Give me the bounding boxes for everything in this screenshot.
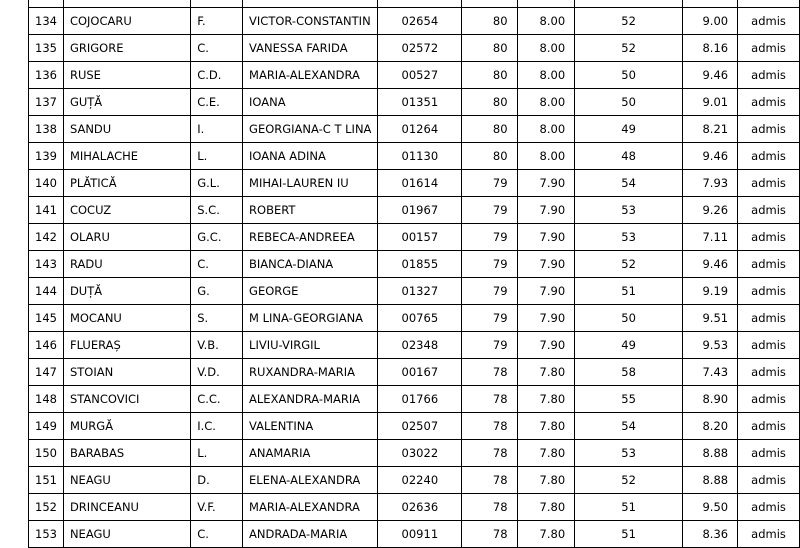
- cell-grade: 7.80: [517, 413, 575, 440]
- cell-first-name: ANAMARIA: [243, 440, 378, 467]
- cell-status: admis: [738, 359, 800, 386]
- cell-grade: 7.90: [517, 332, 575, 359]
- cell-average: 9.19: [683, 278, 738, 305]
- cell-points: 49: [575, 332, 683, 359]
- cell-first-name: GEORGE: [243, 278, 378, 305]
- cell-surname: GUȚĂ: [63, 89, 190, 116]
- cell-row-number: 136: [29, 62, 64, 89]
- cell-initial: C.E.: [191, 89, 243, 116]
- cell-status: admis: [738, 62, 800, 89]
- cell-code: [378, 0, 462, 8]
- cell-first-name: REBECA-ANDREEA: [243, 224, 378, 251]
- cell-row-number: 146: [29, 332, 64, 359]
- cell-first-name: LIVIU-VIRGIL: [243, 332, 378, 359]
- cell-score: 79: [462, 332, 517, 359]
- cell-points: 52: [575, 251, 683, 278]
- cell-first-name: RUXANDRA-MARIA: [243, 359, 378, 386]
- cell-row-number: 138: [29, 116, 64, 143]
- cell-row-number: [29, 0, 64, 8]
- cell-row-number: 150: [29, 440, 64, 467]
- cell-row-number: 137: [29, 89, 64, 116]
- cell-score: 78: [462, 521, 517, 548]
- cell-initial: C.: [191, 35, 243, 62]
- cell-points: 53: [575, 440, 683, 467]
- cell-grade: 7.80: [517, 386, 575, 413]
- cell-row-number: 141: [29, 197, 64, 224]
- cell-initial: V.F.: [191, 494, 243, 521]
- cell-points: 54: [575, 413, 683, 440]
- cell-code: 03022: [378, 440, 462, 467]
- cell-first-name: IOANA: [243, 89, 378, 116]
- cell-initial: C.: [191, 521, 243, 548]
- table-row: [29, 8, 800, 35]
- cell-code: 01614: [378, 170, 462, 197]
- table-row: [29, 494, 800, 521]
- table-row: [29, 62, 800, 89]
- cell-code: 00911: [378, 521, 462, 548]
- cell-surname: DRINCEANU: [63, 494, 190, 521]
- cell-first-name: VANESSA FARIDA: [243, 35, 378, 62]
- cell-code: 01766: [378, 386, 462, 413]
- cell-initial: V.D.: [191, 359, 243, 386]
- table-row: [29, 305, 800, 332]
- cell-first-name: ELENA-ALEXANDRA: [243, 467, 378, 494]
- cell-surname: STANCOVICI: [63, 386, 190, 413]
- cell-surname: RADU: [63, 251, 190, 278]
- cell-grade: 8.00: [517, 35, 575, 62]
- results-sheet: [28, 0, 800, 548]
- cell-grade: 8.00: [517, 62, 575, 89]
- cell-average: 8.88: [683, 440, 738, 467]
- cell-initial: L.: [191, 440, 243, 467]
- cell-status: admis: [738, 521, 800, 548]
- cell-initial: V.B.: [191, 332, 243, 359]
- cell-grade: 7.90: [517, 278, 575, 305]
- cell-grade: 7.80: [517, 467, 575, 494]
- cell-code: 02572: [378, 35, 462, 62]
- cell-initial: I.: [191, 116, 243, 143]
- cell-average: 9.26: [683, 197, 738, 224]
- cell-initial: [191, 0, 243, 8]
- table-row: [29, 278, 800, 305]
- cell-grade: 8.00: [517, 8, 575, 35]
- cell-score: 80: [462, 116, 517, 143]
- table-row: [29, 440, 800, 467]
- cell-row-number: 140: [29, 170, 64, 197]
- cell-code: 02636: [378, 494, 462, 521]
- cell-first-name: MARIA-ALEXANDRA: [243, 494, 378, 521]
- table-row: [29, 35, 800, 62]
- cell-initial: S.C.: [191, 197, 243, 224]
- cell-grade: 7.80: [517, 359, 575, 386]
- cell-surname: COCUZ: [63, 197, 190, 224]
- cell-grade: 7.90: [517, 170, 575, 197]
- cell-score: 80: [462, 35, 517, 62]
- cell-code: 02348: [378, 332, 462, 359]
- cell-code: 01351: [378, 89, 462, 116]
- cell-grade: 8.00: [517, 89, 575, 116]
- cell-surname: BARABAS: [63, 440, 190, 467]
- cell-first-name: ROBERT: [243, 197, 378, 224]
- cell-points: 48: [575, 143, 683, 170]
- cell-surname: GRIGORE: [63, 35, 190, 62]
- cell-average: 9.46: [683, 62, 738, 89]
- cell-first-name: MIHAI-LAUREN IU: [243, 170, 378, 197]
- cell-status: admis: [738, 8, 800, 35]
- cell-average: 9.00: [683, 8, 738, 35]
- cell-initial: I.C.: [191, 413, 243, 440]
- cell-score: 78: [462, 440, 517, 467]
- cell-surname: MIHALACHE: [63, 143, 190, 170]
- cell-status: admis: [738, 170, 800, 197]
- cell-row-number: 153: [29, 521, 64, 548]
- cell-first-name: ALEXANDRA-MARIA: [243, 386, 378, 413]
- table-row: [29, 251, 800, 278]
- cell-status: admis: [738, 251, 800, 278]
- cell-code: 01967: [378, 197, 462, 224]
- cell-status: admis: [738, 494, 800, 521]
- cell-code: 02507: [378, 413, 462, 440]
- cell-score: 79: [462, 224, 517, 251]
- cell-points: 50: [575, 62, 683, 89]
- cell-code: 01855: [378, 251, 462, 278]
- cell-score: 79: [462, 170, 517, 197]
- cell-surname: SANDU: [63, 116, 190, 143]
- cell-surname: FLUERAȘ: [63, 332, 190, 359]
- cell-first-name: BIANCA-DIANA: [243, 251, 378, 278]
- cell-points: 51: [575, 521, 683, 548]
- cell-status: admis: [738, 413, 800, 440]
- cell-first-name: GEORGIANA-C T LINA: [243, 116, 378, 143]
- cell-average: 9.46: [683, 251, 738, 278]
- cell-status: admis: [738, 440, 800, 467]
- cell-first-name: VALENTINA: [243, 413, 378, 440]
- cell-score: 79: [462, 251, 517, 278]
- cell-score: 78: [462, 386, 517, 413]
- cell-status: admis: [738, 278, 800, 305]
- cell-grade: 7.80: [517, 440, 575, 467]
- cell-average: 9.01: [683, 89, 738, 116]
- cell-status: admis: [738, 116, 800, 143]
- cell-status: admis: [738, 197, 800, 224]
- cell-grade: 8.00: [517, 143, 575, 170]
- cell-surname: PLĂTICĂ: [63, 170, 190, 197]
- cell-points: [575, 0, 683, 8]
- cell-grade: 7.90: [517, 251, 575, 278]
- cell-row-number: 139: [29, 143, 64, 170]
- cell-average: 8.16: [683, 35, 738, 62]
- cell-points: 52: [575, 35, 683, 62]
- table-row: [29, 0, 800, 8]
- cell-grade: 7.90: [517, 197, 575, 224]
- cell-score: 78: [462, 467, 517, 494]
- cell-status: admis: [738, 143, 800, 170]
- cell-score: 80: [462, 62, 517, 89]
- cell-score: 78: [462, 413, 517, 440]
- cell-first-name: ANDRADA-MARIA: [243, 521, 378, 548]
- cell-average: 8.88: [683, 467, 738, 494]
- cell-row-number: 148: [29, 386, 64, 413]
- cell-surname: NEAGU: [63, 467, 190, 494]
- cell-average: 9.46: [683, 143, 738, 170]
- cell-grade: 7.80: [517, 521, 575, 548]
- cell-initial: L.: [191, 143, 243, 170]
- cell-grade: 7.90: [517, 305, 575, 332]
- cell-points: 49: [575, 116, 683, 143]
- cell-code: 00527: [378, 62, 462, 89]
- cell-row-number: 143: [29, 251, 64, 278]
- table-row: [29, 143, 800, 170]
- cell-first-name: MARIA-ALEXANDRA: [243, 62, 378, 89]
- cell-code: 01327: [378, 278, 462, 305]
- cell-initial: D.: [191, 467, 243, 494]
- cell-status: admis: [738, 386, 800, 413]
- cell-score: 80: [462, 143, 517, 170]
- cell-surname: STOIAN: [63, 359, 190, 386]
- cell-points: 51: [575, 494, 683, 521]
- table-row: [29, 332, 800, 359]
- cell-points: 50: [575, 89, 683, 116]
- cell-surname: RUSE: [63, 62, 190, 89]
- cell-status: admis: [738, 467, 800, 494]
- cell-points: 53: [575, 224, 683, 251]
- cell-row-number: 145: [29, 305, 64, 332]
- table-row: [29, 467, 800, 494]
- cell-row-number: 152: [29, 494, 64, 521]
- table-row: [29, 413, 800, 440]
- cell-row-number: 149: [29, 413, 64, 440]
- cell-initial: F.: [191, 8, 243, 35]
- cell-initial: C.C.: [191, 386, 243, 413]
- cell-surname: MURGĂ: [63, 413, 190, 440]
- cell-row-number: 147: [29, 359, 64, 386]
- cell-points: 54: [575, 170, 683, 197]
- table-row: [29, 170, 800, 197]
- cell-status: admis: [738, 224, 800, 251]
- table-row: [29, 224, 800, 251]
- cell-score: 78: [462, 494, 517, 521]
- cell-first-name: [243, 0, 378, 8]
- cell-surname: MOCANU: [63, 305, 190, 332]
- table-row: [29, 521, 800, 548]
- cell-points: 50: [575, 305, 683, 332]
- cell-surname: [63, 0, 190, 8]
- cell-surname: OLARU: [63, 224, 190, 251]
- results-table: [28, 0, 800, 548]
- cell-code: 00765: [378, 305, 462, 332]
- cell-points: 51: [575, 278, 683, 305]
- cell-status: admis: [738, 305, 800, 332]
- cell-score: 79: [462, 305, 517, 332]
- cell-points: 53: [575, 197, 683, 224]
- cell-code: 00167: [378, 359, 462, 386]
- cell-code: 02240: [378, 467, 462, 494]
- cell-initial: C.D.: [191, 62, 243, 89]
- cell-grade: 7.80: [517, 494, 575, 521]
- cell-row-number: 135: [29, 35, 64, 62]
- cell-initial: G.: [191, 278, 243, 305]
- table-row: [29, 116, 800, 143]
- cell-score: 78: [462, 359, 517, 386]
- cell-points: 52: [575, 467, 683, 494]
- cell-status: admis: [738, 332, 800, 359]
- cell-average: 8.21: [683, 116, 738, 143]
- cell-status: [738, 0, 800, 8]
- cell-score: 80: [462, 89, 517, 116]
- cell-row-number: 151: [29, 467, 64, 494]
- cell-initial: C.: [191, 251, 243, 278]
- cell-surname: COJOCARU: [63, 8, 190, 35]
- cell-score: 80: [462, 8, 517, 35]
- cell-row-number: 142: [29, 224, 64, 251]
- cell-grade: 8.00: [517, 116, 575, 143]
- table-row: [29, 197, 800, 224]
- cell-points: 55: [575, 386, 683, 413]
- cell-status: admis: [738, 35, 800, 62]
- cell-status: admis: [738, 89, 800, 116]
- cell-code: 00157: [378, 224, 462, 251]
- cell-average: 8.36: [683, 521, 738, 548]
- cell-first-name: VICTOR-CONSTANTIN: [243, 8, 378, 35]
- table-row: [29, 386, 800, 413]
- cell-score: 79: [462, 197, 517, 224]
- cell-score: 79: [462, 278, 517, 305]
- cell-row-number: 144: [29, 278, 64, 305]
- cell-average: 9.51: [683, 305, 738, 332]
- cell-code: 01264: [378, 116, 462, 143]
- cell-surname: NEAGU: [63, 521, 190, 548]
- table-row: [29, 89, 800, 116]
- table-row: [29, 359, 800, 386]
- cell-first-name: M LINA-GEORGIANA: [243, 305, 378, 332]
- cell-average: 9.50: [683, 494, 738, 521]
- cell-grade: [517, 0, 575, 8]
- cell-average: [683, 0, 738, 8]
- cell-first-name: IOANA ADINA: [243, 143, 378, 170]
- cell-average: 8.20: [683, 413, 738, 440]
- cell-code: 01130: [378, 143, 462, 170]
- cell-points: 52: [575, 8, 683, 35]
- cell-initial: S.: [191, 305, 243, 332]
- table-body: [29, 0, 800, 548]
- cell-average: 7.43: [683, 359, 738, 386]
- cell-average: 7.93: [683, 170, 738, 197]
- cell-score: [462, 0, 517, 8]
- cell-points: 58: [575, 359, 683, 386]
- cell-average: 7.11: [683, 224, 738, 251]
- cell-surname: DUȚĂ: [63, 278, 190, 305]
- cell-initial: G.L.: [191, 170, 243, 197]
- cell-grade: 7.90: [517, 224, 575, 251]
- cell-average: 9.53: [683, 332, 738, 359]
- cell-initial: G.C.: [191, 224, 243, 251]
- cell-code: 02654: [378, 8, 462, 35]
- cell-average: 8.90: [683, 386, 738, 413]
- cell-row-number: 134: [29, 8, 64, 35]
